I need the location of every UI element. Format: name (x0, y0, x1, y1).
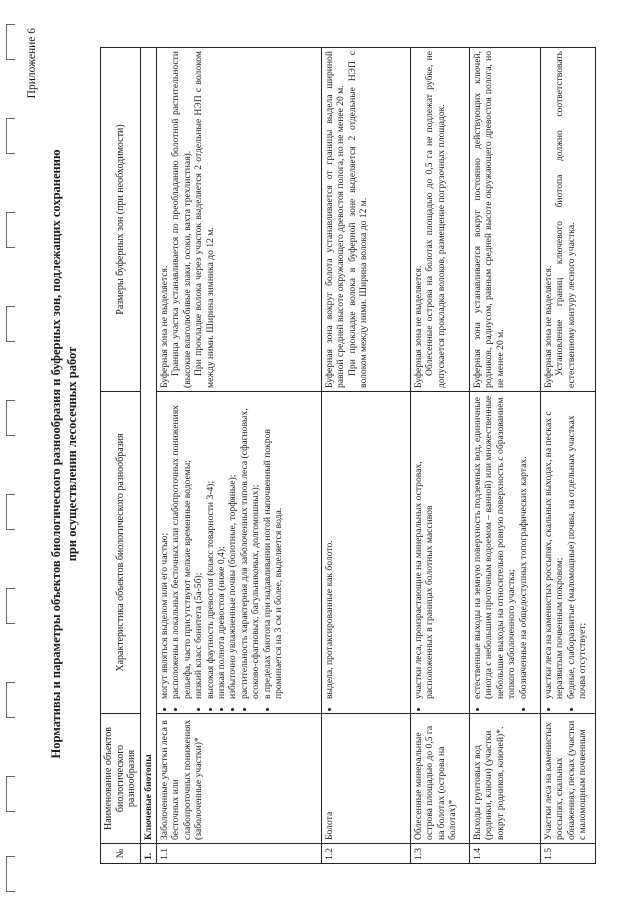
row-name: Выходы грунтовых вод (родники, ключи) (участки вокруг родников, ключей)*. (469, 714, 540, 844)
row-num: 1.5 (540, 844, 595, 864)
list-item: • высокая фаутность древостоя (класс товарности 3-4); (205, 395, 216, 699)
buffer-paragraph: Буферная зона не выделяется. (412, 265, 424, 388)
punch-mark (6, 212, 15, 248)
buffer-paragraph: Граница участка устанавливается по преобладанию болотной растительности (высокие влаголюбивые злаки, осоки, вахта трехлистная). (170, 51, 193, 388)
row-num: 1.3 (410, 844, 469, 864)
row-characteristics (410, 392, 469, 714)
binder-punch-marks (0, 0, 24, 905)
row-characteristics (540, 392, 595, 714)
header-buffer: Размеры буферных зон (при необходимости) (101, 48, 141, 392)
row-name: Участки леса на каменистых россыпях, скальных обнажениях, песках (участки с маломощным почвенным (540, 714, 595, 844)
list-item: • низкая полнота древостоя (ниже 0,4); (216, 395, 227, 699)
table-row (410, 48, 469, 864)
row-characteristics (156, 392, 321, 714)
list-item: • в пределах биотопа при надавливании ногой напочвенный покров проминается на 3 см и более, выделяется вода. (262, 395, 285, 699)
table-row (540, 48, 595, 864)
rotated-document-page (22, 14, 632, 894)
header-name: Наименование объектов биологического разнообразия (101, 714, 141, 844)
row-buffer (156, 48, 321, 392)
row-num: 1.4 (469, 844, 540, 864)
norms-table (100, 47, 596, 864)
document-title (48, 14, 80, 894)
list-item: • участки леса, произрастающие на минеральных островах, расположенных в границах болотных массивов (413, 395, 436, 699)
buffer-paragraph: При прокладке волока через участок выделяется 2 отдельные НЭП с волоком между ними. Ширина зимника до 12 м. (193, 51, 216, 388)
row-characteristics (469, 392, 540, 714)
punch-mark (6, 776, 15, 812)
row-name: Облесенные минеральные острова площадью до 0,5 га на болотах (острова на болотах)* (410, 714, 469, 844)
buffer-paragraph: Буферная зона не выделяется. (158, 265, 170, 388)
buffer-paragraph: Буферная зона устанавливается вокруг постоянно действующих ключей, родников, радиусом, равным средней высоте окружающего древостоя полога, но не менее 20 м. (471, 51, 506, 388)
row-name: Болота (321, 714, 410, 844)
list-item: • бедные, слаборазвитые (маломощные) почвы, на отдельных участках почва отсутствует; (566, 395, 589, 699)
punch-mark (6, 118, 15, 154)
title-line-1: Нормативы и параметры объектов биологического разнообразия и буферных зон, подлежащих сохранению (49, 149, 63, 759)
list-item: • выдела, протаксированные как болото. (324, 395, 335, 699)
buffer-paragraph: Буферная зона не выделяется. (542, 265, 554, 388)
table-header-row (101, 48, 141, 864)
row-characteristics (321, 392, 410, 714)
table-row (156, 48, 321, 864)
table-row (321, 48, 410, 864)
section-row (140, 48, 156, 864)
row-buffer (321, 48, 410, 392)
list-item: • участки леса на каменистых россыпях, скальных выходах, на песках с неразвитым почвенным покровом; (543, 395, 566, 699)
table-row (469, 48, 540, 864)
buffer-paragraph: При прокладке волока в буферной зоне выделяется 2 отдельные НЭП с волоком между ними. Ширина волока до 12 м. (346, 51, 370, 388)
header-num: № (101, 844, 141, 864)
list-item: • могут являться выделом или его частью; (159, 395, 170, 699)
list-item: • обозначенные на общедоступных топографических картах. (518, 395, 529, 699)
list-item: • растительность характерная для заболоченных типов леса (сфагновых, осоково-сфагновых, багульниковых, долгомошных); (239, 395, 262, 699)
title-line-2: при осуществлении лесосечных работ (65, 346, 79, 562)
punch-mark (6, 682, 15, 718)
buffer-paragraph: Буферная зона вокруг болота устанавливается от границы выдела шириной равной средней высоте окружающего древостоя полога, но не менее 20 м. (323, 51, 347, 388)
row-num: 1.1 (156, 844, 321, 864)
section-num: 1. (140, 844, 156, 864)
punch-mark (6, 400, 15, 436)
appendix-label: Приложение 6 (26, 28, 38, 99)
row-name: Заболоченные участки леса в бесточных или слабопроточных понижениях (заболоченные участки)* (156, 714, 321, 844)
row-buffer (469, 48, 540, 392)
row-buffer (540, 48, 595, 392)
punch-mark (6, 494, 15, 530)
list-item: • избыточно увлажненные почвы (болотные, торфяные); (227, 395, 238, 699)
row-num: 1.2 (321, 844, 410, 864)
buffer-paragraph: Установление границ ключевого биотопа должно соответствовать естественному контуру лесного участка. (554, 51, 577, 388)
punch-mark (6, 24, 15, 60)
list-item: • низкий класс бонитета (5а-5б); (193, 395, 204, 699)
header-characteristics: Характеристика объектов биологического разнообразия (101, 392, 141, 714)
list-item: • расположены в локальных бесточных или слабопроточных понижениях рельефа, часто присутствуют мелкие временные водоемы; (170, 395, 193, 699)
section-label: Ключевые биотопы (140, 48, 156, 844)
punch-mark (6, 588, 15, 624)
row-buffer (410, 48, 469, 392)
list-item: • естественные выходы на земную поверхность подземных вод, единичные (иногда с небольшим проточным водоемом – ванной) или множественные небольшие выходы на относительно ровную поверхность с образованием топкого заболоченного участка; (472, 395, 518, 699)
punch-mark (6, 856, 15, 892)
buffer-paragraph: Облесенные острова на болотах площадью до 0,5 га не подлежат рубке, не допускается прокладка волоков, размещение погрузочных площадок. (424, 51, 447, 388)
punch-mark (6, 306, 15, 342)
